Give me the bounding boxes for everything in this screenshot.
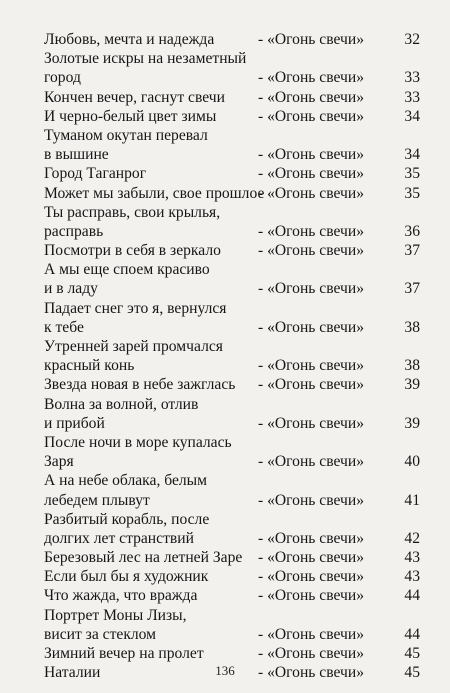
entry-title-line: Город Таганрог [44,165,147,183]
toc-entry-line [44,606,420,625]
entry-title-line: в вышине [44,146,109,164]
toc-entry-line [44,337,420,356]
entry-page-number: 35 [404,184,420,202]
entry-page-number: 32 [404,31,420,48]
entry-title-line: Зимний вечер на пролет [44,645,204,662]
entry-title-line: После ночи в море купалась [44,433,232,451]
toc-entry-line [44,241,420,260]
toc-entry [44,471,420,509]
toc-entry [44,395,420,433]
toc-entry [44,644,420,663]
toc-entry-line [44,88,420,107]
entry-title-line: Разбитый корабль, после [44,510,210,528]
entry-title-line: Если был бы я художник [44,568,209,586]
toc-entry-line [44,164,420,183]
toc-entry [44,375,420,394]
entry-page-number: 37 [404,280,420,298]
toc-entry-line [44,260,420,279]
entry-title-line: И черно-белый цвет зимы [44,107,217,125]
entry-page-number: 37 [404,242,420,260]
toc-entry [44,164,420,183]
entry-page-number: 33 [404,88,420,106]
entry-title-line: Туманом окутан перевал [44,126,208,144]
entry-title-line: Падает снег это я, вернулся [44,299,227,317]
toc-entry [44,49,420,87]
toc-entry [44,203,420,241]
entry-source: - «Огонь свечи» [258,31,365,48]
toc-entry [44,88,420,107]
entry-page-number: 44 [404,625,420,643]
page-number: 136 [215,663,235,678]
entry-title-line: Волна за волной, отлив [44,395,199,413]
toc-entry [44,107,420,126]
entry-title-line: и в ладу [44,280,98,298]
entry-page-number: 33 [404,69,420,87]
entry-page-number: 38 [404,318,420,336]
entry-page-number: 34 [404,107,420,125]
toc-entry-line [44,414,420,433]
entry-title-line: расправь [44,222,104,240]
toc-entry-line [44,145,420,164]
entry-page-number: 35 [404,165,420,183]
toc-entry [44,241,420,260]
entry-source: - «Огонь свечи» [258,222,365,240]
entry-source: - «Огонь свечи» [258,414,365,432]
toc-entry [44,606,420,644]
toc-entry-line [44,356,420,375]
entry-title-line: и прибой [44,414,105,432]
toc-entry-line [44,491,420,510]
entry-source: - «Огонь свечи» [258,280,365,298]
toc-entry-line [44,625,420,644]
entry-page-number: 42 [404,529,420,547]
entry-title-line: Заря [44,453,74,471]
entry-page-number: 44 [404,587,420,605]
toc-entry-line [44,279,420,298]
toc-entry [44,126,420,164]
entry-source: - «Огонь свечи» [258,184,365,202]
toc-entry [44,510,420,548]
toc-entry-line [44,644,420,663]
entry-title-line: долгих лет странствий [44,529,194,547]
toc-entry-line [44,510,420,529]
toc-entry [44,184,420,203]
entry-source: - «Огонь свечи» [258,107,365,125]
entry-source: - «Огонь свечи» [258,625,365,643]
entry-source: - «Огонь свечи» [258,664,365,682]
toc-entry-line [44,586,420,605]
entry-source: - «Огонь свечи» [258,318,365,336]
toc-entry-line [44,529,420,548]
toc-entry-line [44,49,420,68]
toc-entry-line [44,395,420,414]
toc-entry [44,299,420,337]
entry-title-line: Ты расправь, свои крылья, [44,203,221,221]
entry-source: - «Огонь свечи» [258,88,365,106]
toc-entry-line [44,375,420,394]
toc-entry-line [44,452,420,471]
entry-page-number: 41 [404,491,420,509]
toc-entry [44,337,420,375]
entry-title-line: город [44,69,81,87]
entry-page-number: 39 [404,376,420,394]
entry-source: - «Огонь свечи» [258,146,365,164]
entry-title-line: Золотые искры на незаметный [44,50,247,68]
toc-entry-line [44,203,420,222]
toc-entry-line [44,184,420,203]
toc-entry-line [44,318,420,337]
entry-page-number: 43 [404,568,420,586]
entry-page-number: 43 [404,549,420,567]
toc-entry-line [44,567,420,586]
entry-source: - «Огонь свечи» [258,587,365,605]
entry-title-line: Любовь, мечта и надежда [44,31,215,48]
entry-title-line: Что жажда, что вражда [44,587,198,605]
entry-title-line: к тебе [44,318,84,336]
toc-entry-line [44,433,420,452]
toc-entry-line [44,299,420,318]
entry-title-line: Березовый лес на летней Заре [44,549,243,567]
entry-page-number: 39 [404,414,420,432]
entry-source: - «Огонь свечи» [258,69,365,87]
toc-entry-line [44,68,420,87]
entry-page-number: 45 [404,645,420,662]
toc-entry [44,586,420,605]
toc-entry [44,260,420,298]
toc-entry-line [44,107,420,126]
toc-entry [44,433,420,471]
entry-title-line: лебедем плывут [44,491,150,509]
entry-source: - «Огонь свечи» [258,491,365,509]
entry-source: - «Огонь свечи» [258,529,365,547]
entry-source: - «Огонь свечи» [258,453,365,471]
entry-title-line: Наталии [44,664,101,682]
toc-entry [44,567,420,586]
entry-page-number: 36 [404,222,420,240]
toc-entry-line [44,548,420,567]
entry-source: - «Огонь свечи» [258,645,365,662]
entry-page-number: 40 [404,453,420,471]
entry-title-line: Звезда новая в небе зажглась [44,376,236,394]
entry-title-line: Может мы забыли, свое прошлое [44,184,265,202]
entry-title-line: красный конь [44,357,135,375]
table-of-contents [44,30,420,682]
toc-entry [44,548,420,567]
entry-source: - «Огонь свечи» [258,165,365,183]
entry-title-line: А мы еще споем красиво [44,261,210,279]
entry-title-line: Утренней зарей промчался [44,338,223,355]
toc-entry [44,30,420,49]
entry-source: - «Огонь свечи» [258,357,365,375]
entry-title-line: А на небе облака, белым [44,472,208,490]
entry-page-number: 34 [404,146,420,164]
entry-title-line: Кончен вечер, гаснут свечи [44,88,225,106]
entry-title-line: Посмотри в себя в зеркало [44,242,221,260]
toc-entry-line [44,126,420,145]
entry-page-number: 38 [404,357,420,375]
entry-source: - «Огонь свечи» [258,242,365,260]
entry-page-number: 45 [404,664,420,682]
toc-entry-line [44,30,420,49]
entry-source: - «Огонь свечи» [258,568,365,586]
entry-title-line: Портрет Моны Лизы, [44,606,187,624]
entry-title-line: висит за стеклом [44,625,157,643]
toc-entry-line [44,471,420,490]
entry-source: - «Огонь свечи» [258,549,365,567]
entry-source: - «Огонь свечи» [258,376,365,394]
toc-entry-line [44,222,420,241]
